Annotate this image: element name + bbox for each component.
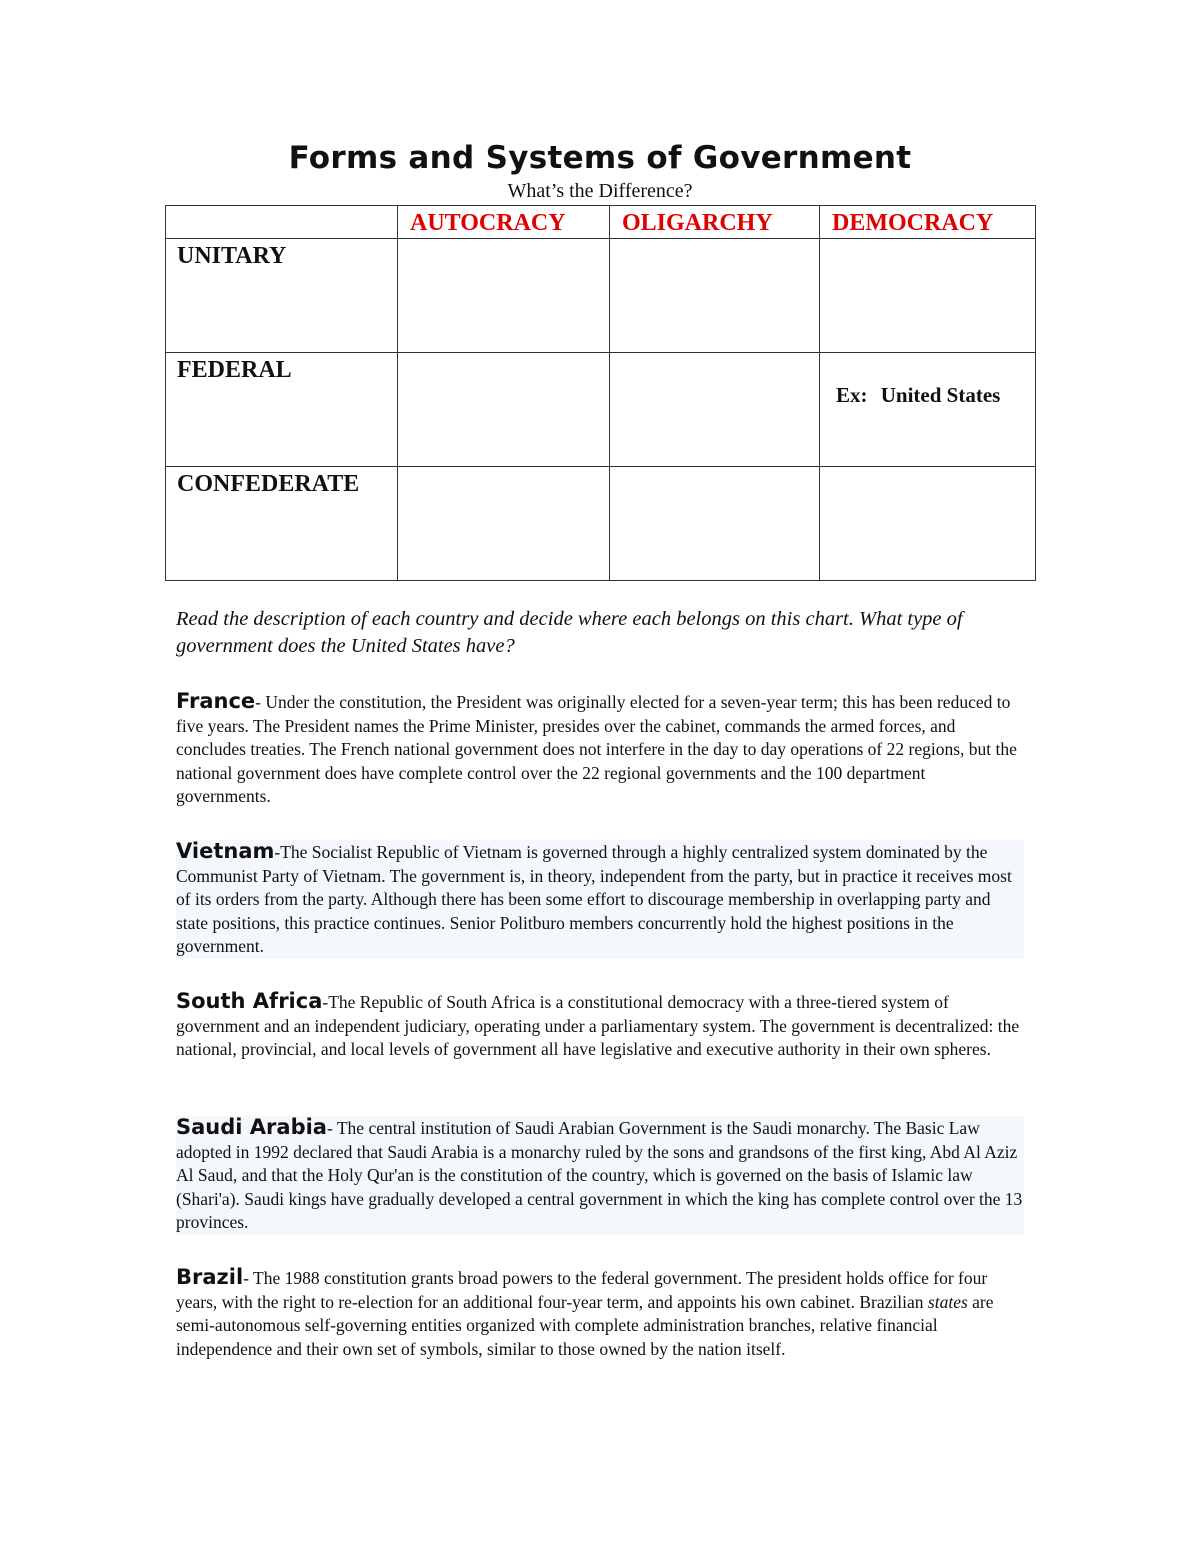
country-description: Under the constitution, the President was originally elected for a seven-year term; this has been reduced to five years. The President names the Prime Minister, presides over the cabinet, commands the armed forces, and concludes treaties. The French national government does not interfere in the day to day operations of 22 regions, but the national government does have complete control over the 22 regional governments and the 100 department governments.	[176, 692, 1017, 806]
government-chart-table	[165, 205, 1036, 581]
page-title: Forms and Systems of Government	[288, 140, 912, 176]
cell-unitary-democracy[interactable]	[820, 239, 1036, 353]
example-label: Ex:	[836, 383, 868, 407]
country-entry-saudi-arabia	[176, 1116, 1024, 1235]
country-description: The 1988 constitution grants broad powers to the federal government. The president holds office for four years, with the right to re-election for an additional four-year term, and appoints his own cabinet. Brazilian	[176, 1268, 988, 1312]
country-name: South Africa	[176, 989, 323, 1013]
cell-federal-autocracy[interactable]	[398, 353, 610, 467]
country-entry-vietnam	[176, 840, 1024, 959]
table-header-row	[166, 206, 1036, 239]
country-entry-france	[176, 690, 1024, 809]
country-dash: -	[322, 992, 329, 1012]
row-heading-unitary: UNITARY	[166, 239, 398, 353]
cell-unitary-oligarchy[interactable]	[610, 239, 820, 353]
country-dash: -	[255, 692, 266, 712]
column-heading-oligarchy: OLIGARCHY	[610, 206, 820, 239]
column-heading-autocracy: AUTOCRACY	[398, 206, 610, 239]
country-dash: -	[243, 1268, 254, 1288]
country-entry-south-africa	[176, 990, 1024, 1062]
table-corner-cell	[166, 206, 398, 239]
cell-confederate-democracy[interactable]	[820, 467, 1036, 581]
row-heading-federal: FEDERAL	[166, 353, 398, 467]
table-row-unitary	[166, 239, 1036, 353]
country-description-end: are semi-autonomous self-governing entities organized with complete administration branches, relative financial independence and their own set of symbols, similar to those owned by the nation itself.	[176, 1291, 994, 1359]
country-name: Saudi Arabia	[176, 1115, 327, 1139]
country-entry-brazil	[176, 1266, 1024, 1361]
cell-confederate-oligarchy[interactable]	[610, 467, 820, 581]
row-heading-confederate: CONFEDERATE	[166, 467, 398, 581]
country-dash: -	[326, 1118, 337, 1138]
country-description: The central institution of Saudi Arabian Government is the Saudi monarchy. The Basic Law adopted in 1992 declared that Saudi Arabia is a monarchy ruled by the sons and grandsons of the first king, Abd Al Aziz Al Saud, and that the Holy Qur'an is the constitution of the country, which is governed on the basis of Islamic law (Shari'a). Saudi kings have gradually developed a central government in which the king has complete control over the 13 provinces.	[176, 1118, 1023, 1232]
cell-federal-democracy[interactable]	[820, 353, 1036, 467]
page-subtitle: What’s the Difference?	[507, 180, 693, 202]
table-row-confederate	[166, 467, 1036, 581]
country-description: The Socialist Republic of Vietnam is governed through a highly centralized system dominated by the Communist Party of Vietnam. The government is, in theory, independent from the party, but in practice it receives most of its orders from the party. Although there has been some effort to discourage membership in overlapping party and state positions, this practice continues. Senior Politburo members concurrently hold the highest positions in the government.	[176, 842, 1012, 956]
instructions-text: Read the description of each country and decide where each belongs on this chart. What type of government does the United States have?	[176, 608, 963, 657]
cell-federal-oligarchy[interactable]	[610, 353, 820, 467]
example-value: United States	[880, 383, 1001, 407]
country-description-italic: states	[927, 1291, 968, 1312]
country-dash: -	[274, 842, 281, 862]
table-row-federal	[166, 353, 1036, 467]
country-name: Vietnam	[176, 839, 275, 863]
column-heading-democracy: DEMOCRACY	[820, 206, 1036, 239]
country-name: Brazil	[176, 1265, 244, 1289]
country-name: France	[176, 689, 256, 713]
cell-unitary-autocracy[interactable]	[398, 239, 610, 353]
country-description: The Republic of South Africa is a constitutional democracy with a three-tiered system of government and an independent judiciary, operating under a parliamentary system. The government is decentralized: the national, provincial, and local levels of government all have legislative and executive authority in their own spheres.	[176, 992, 1020, 1059]
cell-confederate-autocracy[interactable]	[398, 467, 610, 581]
